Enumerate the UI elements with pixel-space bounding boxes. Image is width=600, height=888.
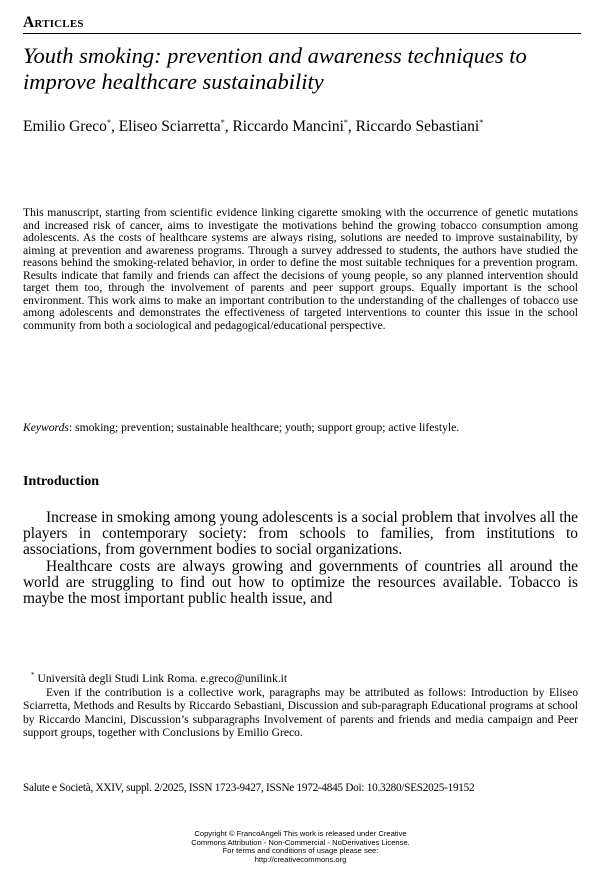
author-name: Riccardo Mancini: [232, 118, 344, 135]
keywords-label: Keywords: [23, 421, 69, 434]
author-separator: ,: [110, 118, 119, 135]
affiliation-footnote: [23, 669, 578, 686]
section-heading-introduction: Introduction: [23, 474, 99, 489]
copyright-link[interactable]: http://creativecommons.org: [254, 855, 347, 865]
body-paragraph: Increase in smoking among young adolescents is a social problem that involves all the players in contemporary society: from schools to families, from institutions to associations, from government bodies to social organizations.: [23, 509, 578, 559]
author-separator: ,: [347, 118, 356, 135]
affiliation-mark: *: [220, 118, 225, 127]
author-name: Riccardo Sebastiani: [355, 118, 480, 135]
keywords: [23, 421, 583, 434]
author-separator: ,: [224, 118, 233, 135]
contribution-footnote: Even if the contribution is a collective work, paragraphs may be attributed as follows: Introduction by Eliseo Sciarretta, Methods and Results by Riccardo Sebastiani, Discussion and sub-paragraph Educational programs at school by Riccardo Mancini, Discussion’s subparagraphs Involvement of parents and friends and media campaign and Peer support groups, together with Conclusions by Emilio Greco.: [23, 685, 578, 739]
section-label: Articles: [23, 13, 581, 34]
affiliation-mark: *: [343, 118, 348, 127]
copyright-notice: [23, 830, 578, 865]
keywords-text: : smoking; prevention; sustainable healthcare; youth; support group; active lifestyle.: [68, 421, 460, 434]
footnote-mark: *: [31, 671, 35, 679]
copyright-line: Copyright © FrancoAngeli This work is released under Creative: [194, 829, 407, 838]
copyright-line: For terms and conditions of usage please see:: [222, 846, 379, 856]
body-paragraph: Healthcare costs are always growing and governments of countries all around the world are struggling to find out how to optimize the resources available. Tobacco is maybe the most important public health issue, and: [23, 557, 578, 608]
affiliation-mark: *: [106, 118, 111, 127]
affiliation-mark: *: [479, 118, 484, 127]
abstract: This manuscript, starting from scientific evidence linking cigarette smoking with the occurrence of genetic mutations and increased risk of cancer, aims to investigate the motivations behind the growing tobacco consumption among adolescents. As the costs of healthcare systems are always rising, solutions are needed to improve sustainability, by aiming at prevention and awareness programs. Through a survey addressed to students, the authors have studied the reasons behind the smoking-related behavior, in order to define the most suitable techniques for a prevention program. Results indicate that family and friends can affect the decisions of young people, so any planned intervention should target them too, through the involvement of parents and peer support groups. Equally important is the school environment. This work aims to make an important contribution to the understanding of the challenges of tobacco use among adolescents and demonstrates the effectiveness of targeted interventions to counter this issue in the school community from both a sociological and pedagogical/educational perspective.: [23, 206, 578, 332]
introduction-body: [23, 510, 578, 607]
article-title: Youth smoking: prevention and awareness techniques to improve healthcare sustainability: [23, 43, 527, 94]
footnotes: [23, 669, 578, 740]
author-list: [23, 114, 583, 136]
journal-citation: Salute e Società, XXIV, suppl. 2/2025, ISSN 1723-9427, ISSNe 1972-4845 Doi: 10.3280/SES2025-19152: [23, 782, 475, 794]
copyright-line: Commons Attribution - Non-Commercial - NoDerivatives License.: [191, 837, 410, 847]
author-name: Eliseo Sciarretta: [118, 118, 221, 135]
author-name: Emilio Greco: [23, 118, 107, 135]
affiliation-text: Università degli Studi Link Roma. e.greco@unilink.it: [37, 672, 288, 685]
